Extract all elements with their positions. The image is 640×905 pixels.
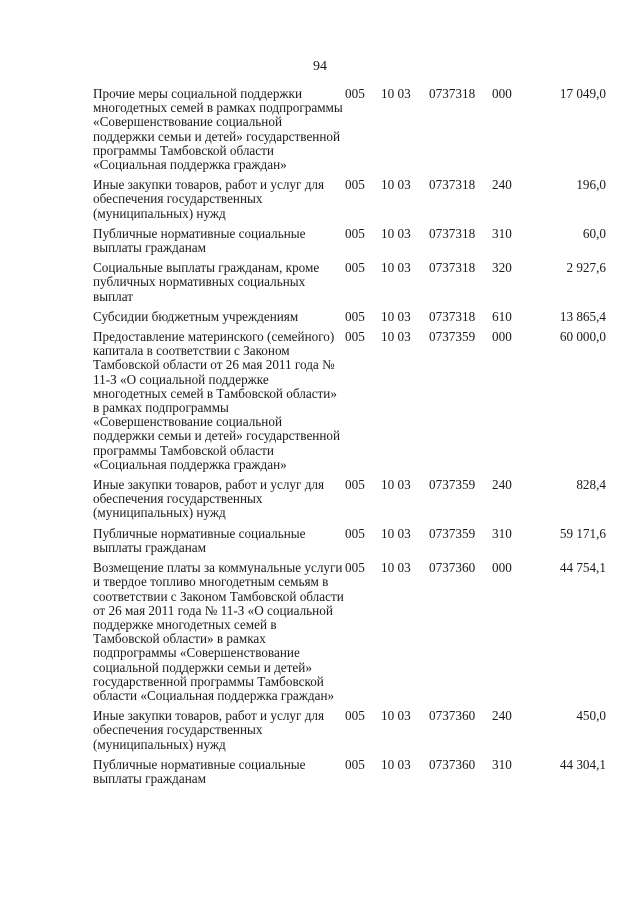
table-row <box>93 330 606 478</box>
target-item-code: 0737359 <box>429 329 476 345</box>
section-code: 10 03 <box>381 225 411 241</box>
table-row <box>93 758 606 792</box>
amount: 2 927,6 <box>566 260 606 276</box>
expense-item-name: Публичные нормативные социальные выплаты гражданам <box>93 525 306 555</box>
expense-type-code: 240 <box>492 177 512 193</box>
page-number: 94 <box>313 59 327 74</box>
target-item-code: 0737318 <box>429 86 476 101</box>
expense-type-code: 610 <box>492 308 512 324</box>
expense-type-code: 000 <box>492 86 512 101</box>
section-code: 10 03 <box>381 525 411 541</box>
section-code: 10 03 <box>381 756 411 772</box>
table-row <box>93 527 606 561</box>
section-code: 10 03 <box>381 260 411 276</box>
table-row <box>93 227 606 261</box>
amount: 60,0 <box>582 225 606 241</box>
ministry-code: 005 <box>345 756 365 772</box>
ministry-code: 005 <box>345 86 365 101</box>
section-code: 10 03 <box>381 708 411 724</box>
amount: 59 171,6 <box>559 525 606 541</box>
ministry-code: 005 <box>345 260 365 276</box>
ministry-code: 005 <box>345 177 365 193</box>
amount: 13 865,4 <box>559 308 606 324</box>
expense-type-code: 240 <box>492 477 512 493</box>
table-row <box>93 178 606 227</box>
expense-type-code: 000 <box>492 560 512 576</box>
amount: 196,0 <box>576 177 606 193</box>
expense-type-code: 240 <box>492 708 512 724</box>
section-code: 10 03 <box>381 477 411 493</box>
ministry-code: 005 <box>345 308 365 324</box>
amount: 44 754,1 <box>559 560 606 576</box>
section-code: 10 03 <box>381 86 411 101</box>
expense-type-code: 310 <box>492 525 512 541</box>
section-code: 10 03 <box>381 329 411 345</box>
expense-item-name: Субсидии бюджетным учреждениям <box>93 308 299 324</box>
ministry-code: 005 <box>345 525 365 541</box>
table-row <box>93 310 606 330</box>
expense-item-name: Предоставление материнского (семейного) капитала в соответствии с Законом Тамбовской области от 26 мая 2011 года № 11-З «О социальной поддержке многодетных семей в Тамбовской области» в рамках подпрограммы «Совершенствование социальной поддержки семьи и детей» государственной программы Тамбовской области «Социальная поддержка граждан» <box>93 329 341 472</box>
amount: 60 000,0 <box>559 329 606 345</box>
ministry-code: 005 <box>345 225 365 241</box>
expense-type-code: 320 <box>492 260 512 276</box>
expense-item-name: Прочие меры социальной поддержки многодетных семей в рамках подпрограммы «Совершенствование социальной поддержки семьи и детей» государственной программы Тамбовской области «Социальная поддержка граждан» <box>93 86 343 173</box>
section-code: 10 03 <box>381 177 411 193</box>
table-row <box>93 261 606 310</box>
table-row <box>93 478 606 527</box>
target-item-code: 0737360 <box>429 756 476 772</box>
expense-type-code: 000 <box>492 329 512 345</box>
target-item-code: 0737359 <box>429 477 476 493</box>
table-row <box>93 561 606 709</box>
section-code: 10 03 <box>381 560 411 576</box>
amount: 828,4 <box>576 477 606 493</box>
expense-item-name: Возмещение платы за коммунальные услуги и твердое топливо многодетным семьям в соответствии с Законом Тамбовской области от 26 мая 2011 года № 11-З «О социальной поддержке многодетных семей в Тамбовской области» в рамках подпрограммы «Совершенствование социальной поддержки семьи и детей» государственной программы Тамбовской области «Социальная поддержка граждан» <box>93 560 344 703</box>
table-row <box>93 87 606 178</box>
amount: 44 304,1 <box>559 756 606 772</box>
table-row <box>93 709 606 758</box>
expense-item-name: Иные закупки товаров, работ и услуг для обеспечения государственных (муниципальных) нужд <box>93 477 325 521</box>
expense-item-name: Иные закупки товаров, работ и услуг для обеспечения государственных (муниципальных) нужд <box>93 708 325 752</box>
target-item-code: 0737360 <box>429 560 476 576</box>
section-code: 10 03 <box>381 308 411 324</box>
target-item-code: 0737318 <box>429 260 476 276</box>
expense-item-name: Социальные выплаты гражданам, кроме публичных нормативных социальных выплат <box>93 260 320 304</box>
budget-table <box>93 87 606 792</box>
expense-type-code: 310 <box>492 225 512 241</box>
ministry-code: 005 <box>345 560 365 576</box>
target-item-code: 0737360 <box>429 708 476 724</box>
target-item-code: 0737318 <box>429 177 476 193</box>
amount: 17 049,0 <box>559 86 606 101</box>
target-item-code: 0737318 <box>429 225 476 241</box>
expense-item-name: Публичные нормативные социальные выплаты гражданам <box>93 756 306 786</box>
target-item-code: 0737359 <box>429 525 476 541</box>
expense-item-name: Публичные нормативные социальные выплаты гражданам <box>93 225 306 256</box>
expense-item-name: Иные закупки товаров, работ и услуг для обеспечения государственных (муниципальных) нужд <box>93 177 325 221</box>
ministry-code: 005 <box>345 329 365 345</box>
target-item-code: 0737318 <box>429 308 476 324</box>
ministry-code: 005 <box>345 477 365 493</box>
ministry-code: 005 <box>345 708 365 724</box>
expense-type-code: 310 <box>492 756 512 772</box>
amount: 450,0 <box>576 708 606 724</box>
